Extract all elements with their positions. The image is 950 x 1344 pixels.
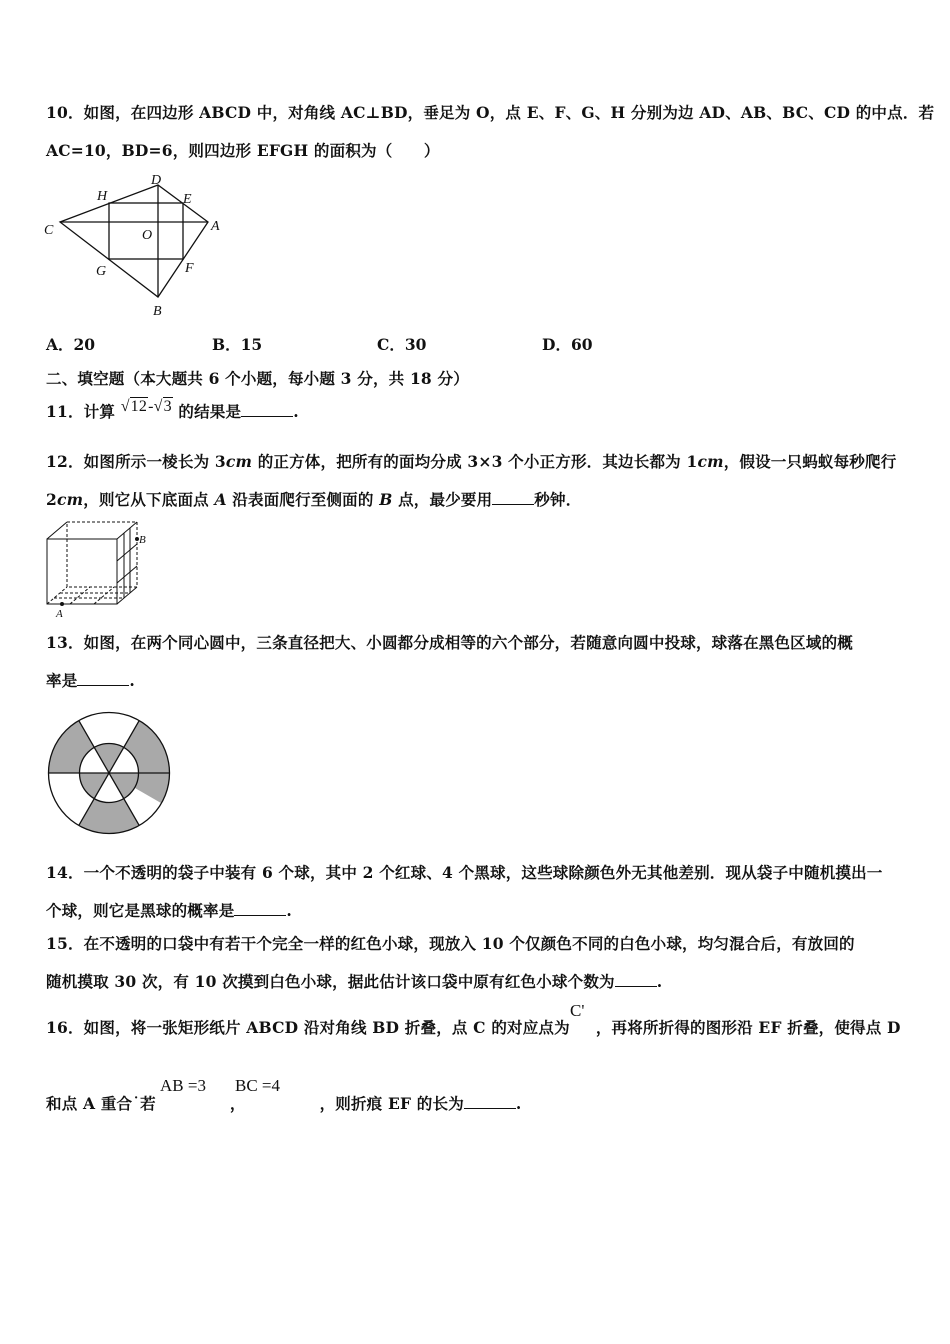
q16-answer-blank[interactable] [464,1094,516,1109]
q10-choice-d[interactable]: D．60 [542,335,593,354]
q10-choice-b[interactable]: B．15 [212,335,263,354]
q16-end: . [515,1094,522,1113]
q15-line2-a: 随机摸取 30 次，有 10 次摸到白色小球，据此估计该口袋中原有红色小球个数为 [46,972,615,991]
q12-unit-cm-1: cm [225,452,253,471]
label-g: G [96,264,107,279]
q12-point-a-marker [60,602,64,606]
q16-line2-b: ，则折痕 EF 的长为 [319,1094,464,1113]
q15-line1: 15．在不透明的口袋中有若干个完全一样的红色小球，现放入 10 个仅颜色不同的白色小球，均匀混合后，有放回的 [46,934,855,953]
q16-line1 [46,1016,901,1038]
q14-line1: 14．一个不透明的袋子中装有 6 个球，其中 2 个红球、4 个黑球，这些球除颜色外无其他差别．现从袋子中随机摸出一 [46,863,883,882]
q12-line1-a: 12．如图所示一棱长为 3 [46,452,226,471]
q15-answer-blank[interactable] [615,972,657,987]
label-a: A [211,219,220,234]
q12-unit-cm-2: cm [697,452,724,471]
q12-line1-c: ，假设一只蚂蚁每秒爬行 [723,452,897,471]
q16-c-prime: C' [570,1001,585,1020]
label-f: F [185,261,194,276]
q11-suffix: 的结果是 [178,402,242,421]
q11-line [46,400,299,422]
q13-answer-blank[interactable] [77,671,129,686]
q12-line2-e: 秒钟． [534,490,582,509]
q12-answer-blank[interactable] [492,490,534,505]
q15-end: . [656,972,663,991]
q11-end: . [293,402,299,421]
label-b: B [153,304,162,318]
q16-bc-value: BC =4 [235,1076,281,1095]
q12-line2 [46,488,581,510]
q15-line2 [46,970,662,992]
q11-radicand-a: 12 [130,398,148,415]
q12-line2-c: 沿表面爬行至侧面的 [226,490,380,509]
q14-line2 [46,899,292,921]
q11-answer-blank[interactable] [241,402,293,417]
q11-radical-expression: √12-√3 [120,398,172,415]
q13-line2 [46,669,135,691]
q10-line1: 10．如图，在四边形 ABCD 中，对角线 AC⊥BD，垂足为 O，点 E、F、G、H 分别为边 AD、AB、BC、CD 的中点．若 [46,103,935,122]
q13-line1: 13．如图，在两个同心圆中，三条直径把大、小圆都分成相等的六个部分，若随意向圆中投球，球落在黑色区域的概 [46,633,853,652]
inner-shaded-sector-c [80,773,110,799]
q12-cube-figure [40,518,155,620]
label-d: D [151,173,162,188]
q16-line1-a: 16．如图，将一张矩形纸片 ABCD 沿对角线 BD 折叠，点 C 的对应点为 [46,1018,570,1037]
outer-shaded-sector-c [79,799,139,834]
q12-line1-b: 的正方体，把所有的面均分成 3×3 个小正方形．其边长都为 1 [252,452,698,471]
q12-line2-b: ，则它从下底面点 [83,490,215,509]
q11-radicand-b: 3 [163,398,172,415]
q13-concentric-circles-figure [42,707,178,843]
cube-label-b: B [139,534,146,546]
q12-line2-a: 2 [46,490,57,509]
label-c: C [44,223,54,238]
q11-minus: - [148,398,154,415]
inner-shaded-sector-a [94,744,124,773]
q12-line2-d: 点，最少要用 [392,490,493,509]
q14-line2-a: 个球，则它是黑球的概率是 [46,901,235,920]
section2-heading: 二、填空题（本大题共 6 个小题，每小题 3 分，共 18 分） [46,369,469,388]
label-e: E [183,192,192,207]
q13-line2-a: 率是 [46,671,78,690]
q16-ab-value: AB =3 [160,1076,206,1095]
q10-line2: AC=10，BD=6，则四边形 EFGH 的面积为（ ） [46,141,440,160]
q12-point-a: A [214,490,227,509]
q16-line2 [46,1092,522,1114]
q12-unit-cm-3: cm [57,490,84,509]
q10-quadrilateral-figure [40,172,230,318]
outer-shaded-sector-b [49,721,95,773]
q12-line1 [46,450,896,472]
q10-choice-c[interactable]: C．30 [377,335,427,354]
q11-prefix: 11．计算 [46,402,116,421]
q13-end: . [129,671,136,690]
q10-choice-a[interactable]: A．20 [46,335,96,354]
q16-comma: ， [229,1094,246,1113]
q16-line1-b: ，再将所折得的图形沿 EF 折叠，使得点 D [595,1018,901,1037]
label-o: O [142,228,153,243]
q12-point-b: B [379,490,393,509]
q16-line2-a: 和点 A 重合˙若 [46,1094,156,1113]
inner-shaded-sector-b [109,773,139,799]
q14-end: . [286,901,293,920]
cube-label-a: A [56,608,63,620]
q14-answer-blank[interactable] [234,901,286,916]
label-h: H [97,189,108,204]
